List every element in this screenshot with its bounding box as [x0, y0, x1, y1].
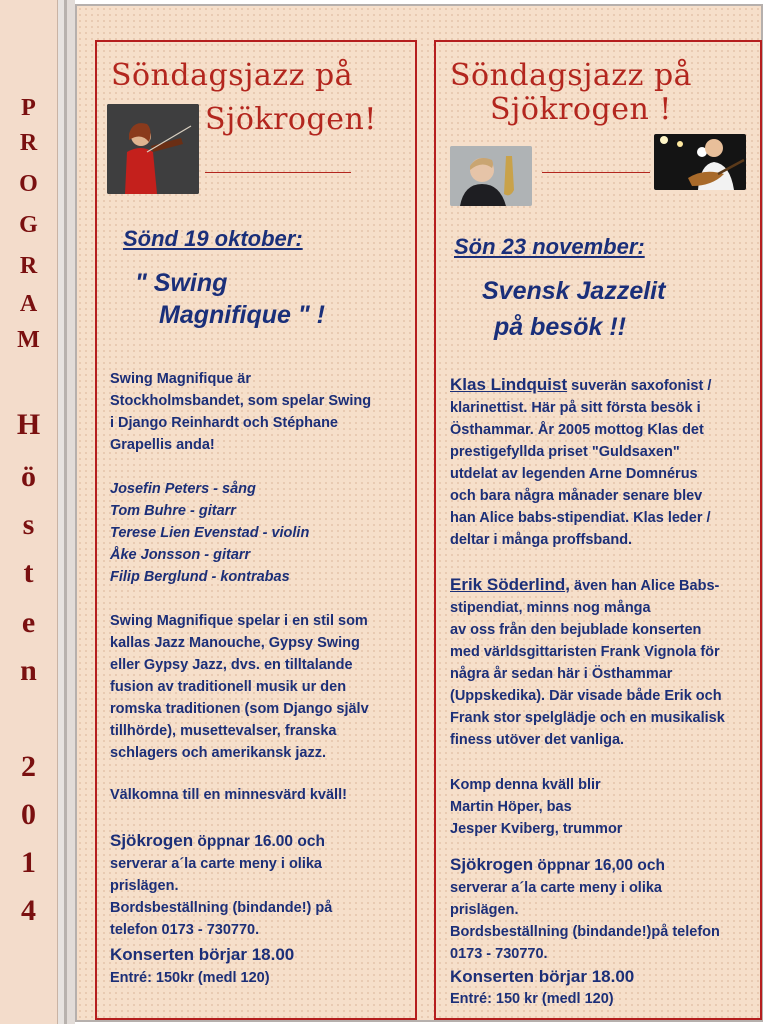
entry-price: Entré: 150kr (medl 120): [110, 970, 270, 986]
text-line: Swing Magnifique är: [110, 371, 251, 387]
event-column-november: [434, 40, 762, 1020]
text-line: kallas Jazz Manouche, Gypsy Swing: [110, 635, 360, 651]
banner-letter: ö: [21, 460, 36, 493]
text-line: han Alice babs-stipendiat. Klas leder /: [450, 510, 711, 526]
member-line: Filip Berglund - kontrabas: [110, 569, 290, 585]
member-line: Tom Buhre - gitarr: [110, 503, 236, 519]
banner-letter: M: [17, 327, 40, 353]
guitarist-photo: [654, 134, 746, 190]
musician-name: Klas Lindquist: [450, 375, 568, 394]
text-line: deltar i många proffsband.: [450, 532, 633, 548]
text-line: suverän saxofonist /: [567, 378, 712, 394]
venue-open: öppnar 16,00 och: [533, 857, 665, 874]
text-line: Komp denna kväll blir: [450, 777, 601, 793]
text-line: finess utöver det vanliga.: [450, 732, 625, 748]
text-line: även han Alice Babs-: [569, 578, 720, 594]
banner-digit: 2: [21, 750, 36, 783]
banner-letter: n: [20, 654, 37, 687]
event-title-line1: Svensk Jazzelit: [482, 277, 666, 305]
venue-name: Sjökrogen: [110, 831, 194, 850]
violinist-image: [107, 104, 199, 194]
text-line: prestigefyllda priset "Guldsaxen": [450, 444, 680, 460]
vertical-banner: [0, 0, 58, 1024]
text-line: stipendiat, minns nog många: [450, 600, 651, 616]
text-line: eller Gypsy Jazz, dvs. en tilltalande: [110, 657, 353, 673]
heading-line1: Söndagsjazz på: [450, 58, 693, 93]
saxophonist-image: [450, 146, 532, 206]
text-line: med världsgittaristen Frank Vignola för: [450, 644, 720, 660]
band-members: [110, 478, 309, 588]
heading-rule: [542, 172, 650, 173]
banner-digit: 0: [21, 798, 36, 831]
text-line: prislägen.: [110, 878, 179, 894]
event-title-line1: " Swing: [135, 269, 228, 297]
text-line: Bordsbeställning (bindande!) på: [110, 900, 333, 916]
divider: [67, 0, 75, 1024]
violinist-photo: [107, 104, 199, 194]
text-line: Martin Höper, bas: [450, 799, 572, 815]
text-line: Frank stor spelglädje och en musikalisk: [450, 710, 725, 726]
event-date: Sönd 19 oktober:: [123, 226, 303, 251]
banner-digit: 1: [21, 846, 36, 879]
heading-line2: Sjökrogen !: [490, 92, 672, 127]
text-line: telefon 0173 - 730770.: [110, 922, 260, 938]
text-line: fusion av traditionell musik ur den: [110, 679, 347, 695]
text-line: Swing Magnifique spelar i en stil som: [110, 613, 368, 629]
text-line: och bara några månader senare blev: [450, 488, 703, 504]
text-line: Jesper Kviberg, trummor: [450, 821, 623, 837]
venue-info: [450, 854, 720, 965]
member-line: Åke Jonsson - gitarr: [110, 547, 251, 563]
heading-rule: [205, 172, 351, 173]
concert-start: Konserten börjar 18.00: [450, 967, 635, 986]
text-line: tillhörde), musettevalser, franska: [110, 723, 337, 739]
text-line: några år sedan här i Östhammar: [450, 666, 673, 682]
text-line: utdelat av legenden Arne Domnérus: [450, 466, 698, 482]
guitarist-image: [654, 134, 746, 190]
text-line: Stockholmsbandet, som spelar Swing: [110, 393, 372, 409]
banner-letter: A: [19, 291, 38, 317]
banner-letter: O: [19, 171, 38, 197]
event-title-line2: på besök !!: [494, 313, 626, 341]
heading-line1: Söndagsjazz på: [111, 58, 354, 93]
venue-open: öppnar 16.00 och: [193, 833, 325, 850]
venue-name: Sjökrogen: [450, 855, 534, 874]
member-line: Josefin Peters - sång: [110, 481, 256, 497]
banner-letter: e: [21, 606, 36, 639]
banner-letter: t: [23, 556, 34, 589]
intro-text: [110, 368, 371, 456]
saxophonist-photo: [450, 146, 532, 206]
banner-letter: H: [16, 408, 41, 441]
text-line: Bordsbeställning (bindande!)på telefon: [450, 924, 720, 940]
musician-name: Erik Söderlind,: [450, 575, 570, 594]
text-line: (Uppskedika). Där visade både Erik och: [450, 688, 722, 704]
text-line: 0173 - 730770.: [450, 946, 548, 962]
banner-letter: R: [19, 253, 38, 279]
style-description: [110, 610, 369, 764]
musician-bio-klas: [450, 374, 711, 551]
accompaniment: [450, 774, 622, 840]
text-line: serverar a´la carte meny i olika: [450, 880, 662, 896]
musician-bio-erik: [450, 574, 725, 751]
banner-digit: 4: [21, 894, 36, 927]
text-line: schlagers och amerikansk jazz.: [110, 745, 326, 761]
text-line: Grapellis anda!: [110, 437, 215, 453]
banner-letter: s: [22, 508, 35, 541]
text-line: i Django Reinhardt och Stéphane: [110, 415, 338, 431]
banner-letter: R: [19, 130, 38, 156]
event-title-line2: Magnifique " !: [159, 301, 326, 329]
welcome-text: Välkomna till en minnesvärd kväll!: [110, 787, 347, 803]
venue-info: [110, 830, 332, 941]
text-line: klarinettist. Här på sitt första besök i: [450, 400, 701, 416]
member-line: Terese Lien Evenstad - violin: [110, 525, 310, 541]
concert-start: Konserten börjar 18.00: [110, 945, 295, 964]
text-line: prislägen.: [450, 902, 519, 918]
banner-letter: P: [21, 95, 36, 121]
event-date: Sön 23 november:: [454, 234, 645, 259]
text-line: Östhammar. År 2005 mottog Klas det: [450, 422, 704, 438]
heading-line2: Sjökrogen!: [205, 102, 377, 137]
banner-letter: G: [19, 212, 38, 238]
text-line: romska traditionen (som Django själv: [110, 701, 369, 717]
text-line: av oss från den bejublade konserten: [450, 622, 702, 638]
text-line: serverar a´la carte meny i olika: [110, 856, 322, 872]
entry-price: Entré: 150 kr (medl 120): [450, 991, 614, 1007]
event-column-october: [95, 40, 417, 1020]
poster-panel: [75, 4, 763, 1022]
